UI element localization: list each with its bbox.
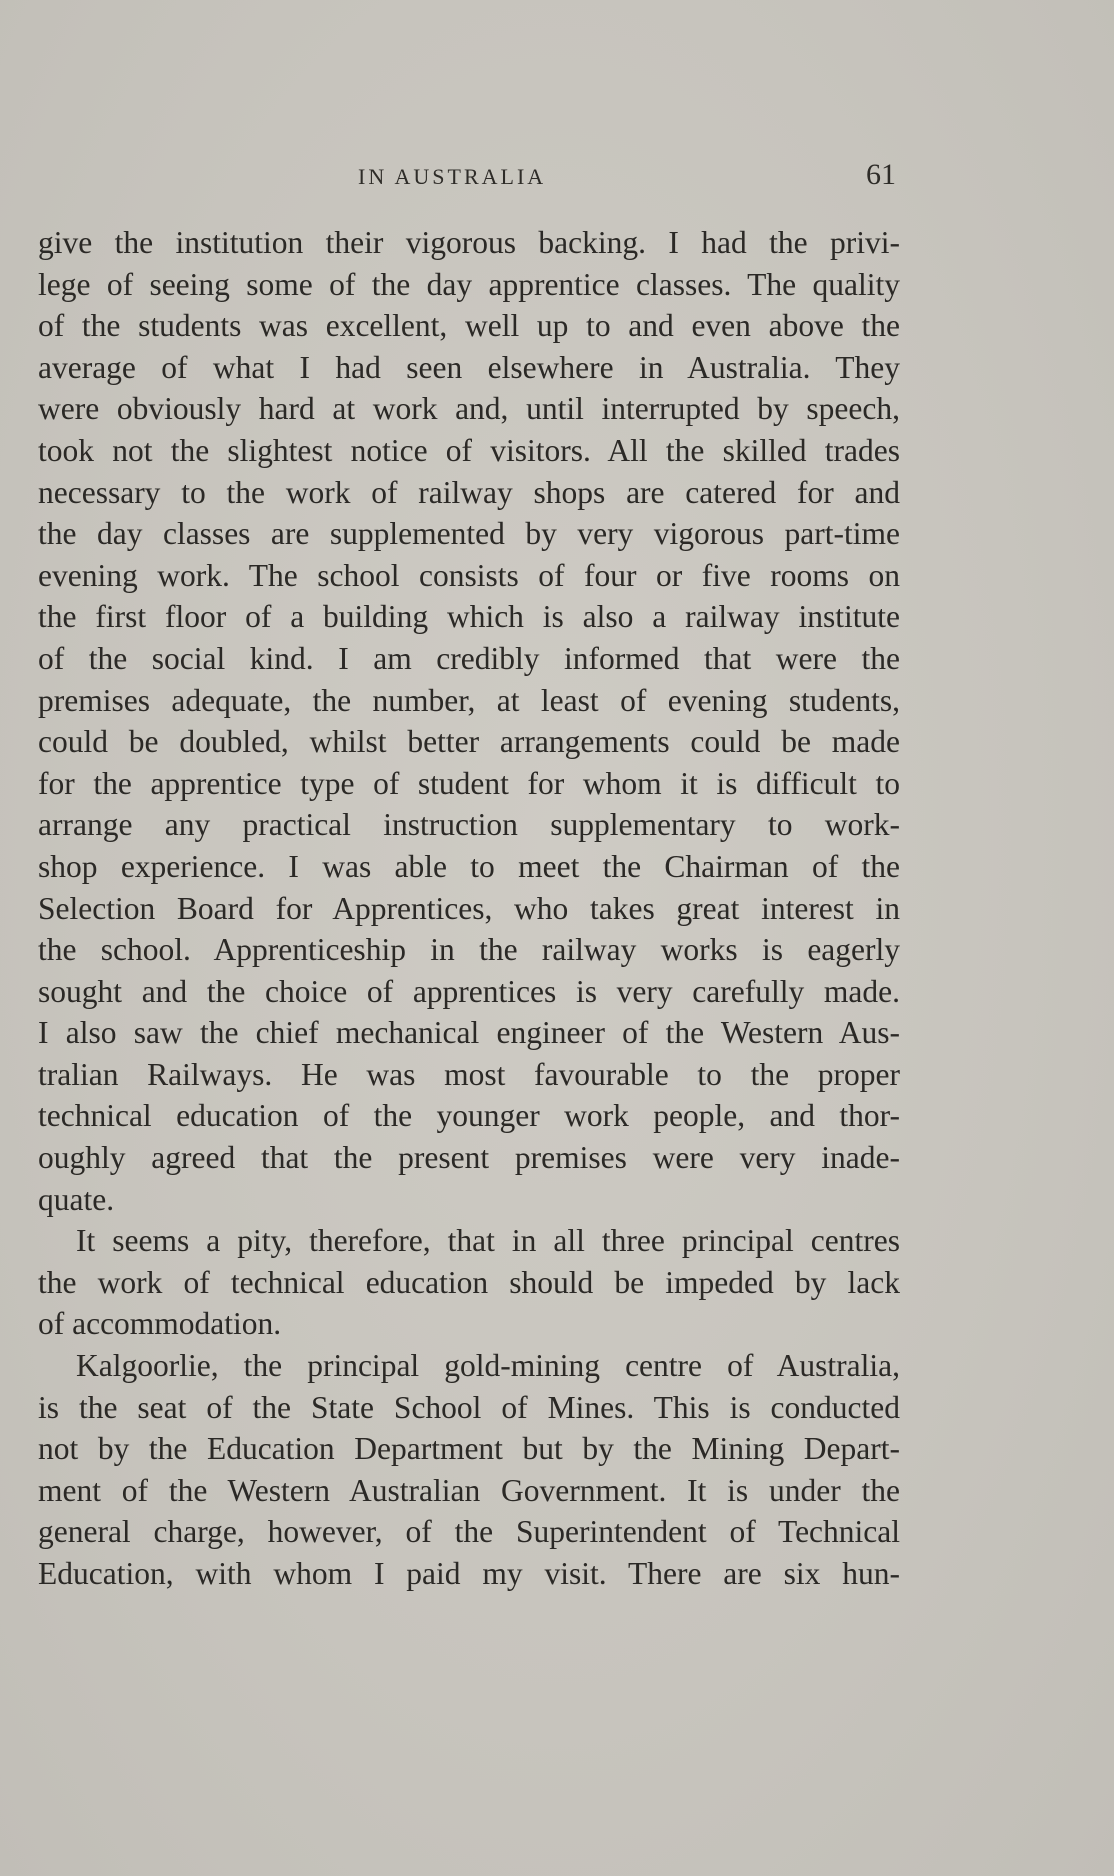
paragraph-start-line: It seems a pity, therefore, that in all three principal centres [76, 1223, 900, 1259]
text-line: the first floor of a building which is also a railway institute [38, 599, 900, 635]
text-line: is the seat of the State School of Mines. This is conducted [38, 1389, 900, 1425]
text-line: general charge, however, of the Superintendent of Technical [38, 1514, 900, 1550]
text-line: took not the slightest notice of visitors. All the skilled trades [38, 432, 900, 468]
text-line: of the social kind. I am credibly informed that were the [38, 640, 900, 676]
text-line: Selection Board for Apprentices, who takes great interest in [38, 890, 900, 926]
text-line: could be doubled, whilst better arrangements could be made [38, 724, 900, 760]
text-line: arrange any practical instruction supplementary to work- [38, 807, 900, 843]
text-line: sought and the choice of apprentices is very carefully made. [38, 973, 900, 1009]
text-line: ment of the Western Australian Government. It is under the [38, 1472, 900, 1508]
text-line: I also saw the chief mechanical engineer of the Western Aus- [38, 1015, 900, 1051]
text-line: premises adequate, the number, at least of evening students, [38, 682, 900, 718]
text-line: the work of technical education should be impeded by lack [38, 1264, 900, 1300]
text-line: average of what I had seen elsewhere in Australia. They [38, 349, 900, 385]
text-line: not by the Education Department but by the Mining Depart- [38, 1431, 900, 1467]
paragraph-start-line: Kalgoorlie, the principal gold-mining centre of Australia, [76, 1348, 900, 1384]
page-number: 61 [866, 158, 896, 191]
text-line: evening work. The school consists of four or five rooms on [38, 557, 900, 593]
text-line: technical education of the younger work people, and thor- [38, 1098, 900, 1134]
text-line: lege of seeing some of the day apprentice classes. The quality [38, 266, 900, 302]
text-line: necessary to the work of railway shops are catered for and [38, 474, 900, 510]
text-line: of the students was excellent, well up to and even above the [38, 308, 900, 344]
text-line: Education, with whom I paid my visit. There are six hun- [38, 1556, 900, 1591]
paragraph-end-line: quate. [38, 1181, 115, 1217]
body-text [38, 222, 900, 1595]
text-line: oughly agreed that the present premises were very inade- [38, 1140, 900, 1176]
text-line: shop experience. I was able to meet the Chairman of the [38, 848, 900, 884]
text-line: the school. Apprenticeship in the railway works is eagerly [38, 932, 900, 968]
text-line: the day classes are supplemented by very vigorous part-time [38, 516, 900, 552]
text-line: were obviously hard at work and, until interrupted by speech, [38, 391, 900, 427]
text-line: for the apprentice type of student for whom it is difficult to [38, 765, 900, 801]
text-line: tralian Railways. He was most favourable to the proper [38, 1056, 900, 1092]
running-head: IN AUSTRALIA [358, 164, 547, 189]
paragraph-end-line: of accommodation. [38, 1306, 282, 1342]
text-line: give the institution their vigorous backing. I had the privi- [38, 225, 900, 260]
